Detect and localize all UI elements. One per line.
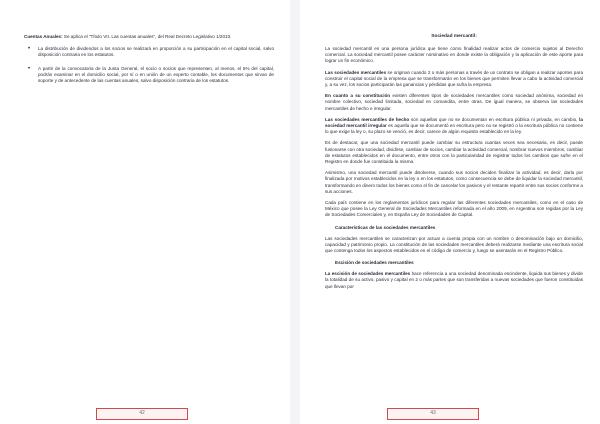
page-number: 43: [430, 410, 436, 416]
cuentas-anuales-label: Cuentas Anuales:: [24, 34, 63, 39]
bullet-icon: •: [28, 46, 31, 53]
paragraph-text: existen diferentes tipos de sociedades mercantiles como sociedad anónima, sociedad en nombre colectivo, sociedad limitada, sociedad en comandita, entre otras. De igual manera, se observa las sociedades mercantiles de hecho e irregular.: [325, 93, 583, 111]
bold-lead: Las sociedades mercantiles de hecho: [325, 116, 410, 122]
bold-inline: la sociedad mercantil irregular: [325, 116, 583, 129]
paragraph: La sociedad mercantil es una persona jurídica que tiene como finalidad realizar actos de comercio sujetos al Derecho comercial. La sociedad mercantil posee carácter nominativo en donde existe la obligación y la aplicación de este aporte para lograr un fin económico.: [325, 46, 583, 64]
paragraph: [325, 70, 583, 89]
paragraph: Cada país contiene en los reglamentos jurídicos para regular las diferentes sociedades mercantiles, como en el caso de México que posee la Ley General de Sociedades Mercantiles reformada en el año 2009, en Argentina son regidas por la Ley de Sociedades Comerciales y, en España Ley de Sociedades de Capital.: [325, 200, 583, 218]
bullet-text: La distribución de dividendos a los socios se realizará en proporción a su participación en el capital social, salvo disposición contraria en los estatutos.: [38, 46, 274, 58]
paragraph-text: se originan cuando 2 o más personas a través de un contrato se obligan a realizar aportes para construir el capital social de la empresa que se transformarán en los bienes que permiten llevar a cabo la actividad comercial y, a su vez, los socios participarán las ganancias y pérdidas que sufra la empresa.: [325, 69, 584, 88]
paragraph-text: hace referencia a una sociedad denominada escindente, liquida sus bienes y divide la totalidad de su activo, pasivo y capital en 2 o más partes que son transferidas a nuevas sociedades que fueron constituidas que llevan por: [325, 271, 583, 289]
paragraph-text: es aquella que se documentó en escritura pero no se registró o la escritura pública no contiene lo que exige la ley o, su plazo se venció, es decir, carece de algún requisito establecido en la ley.: [325, 123, 583, 135]
page-number-box: [96, 408, 188, 420]
right-page: [300, 0, 600, 424]
paragraph: Asimismo, una sociedad mercantil puede disolverse, cuando sus socios deciden finalizar la actividad, es decir, darla por finalizada por motivos establecidos en la ley o en los estatutos, como consecuencia se debe de liquidar la sociedad mercantil, transformando en dinero todos los bienes como el fin de cancelar los pasivos y el restante repartir entre sus socios conforme a sus acciones.: [325, 170, 583, 194]
cuentas-anuales-paragraph: [24, 34, 274, 40]
section-heading: Características de las sociedades mercantiles: [335, 224, 436, 230]
list-item: [28, 65, 274, 85]
page-number: 42: [139, 410, 145, 416]
cuentas-anuales-text: Se aplica el “Título VII. Las cuentas anuales”, del Real Decreto Legislativo 1/2010.: [62, 34, 232, 39]
paragraph: Las sociedades mercantiles se caracterizan por actuar a cuenta propia con un nombre o denominación bajo un domicilio, capacidad y patrimonio propio. La constitución de las sociedades mercantiles deberá realizarse mediante una escritura social que contenga todos los aspectos establecidos en el código de comercio y, luego se asentarán en el Registro Público.: [325, 235, 583, 254]
paragraph: Es de destacar, que una sociedad mercantil puede cambiar su estructura cuantas veces sea necesaria, es decir, puede fusionarse con otra sociedad, dividirse, cambiar de socios, cambiar la actividad comercial, nombrar nuevos miembros, cambiar de estatutos establecidos en el documento, entre otros con la particularidad de registrar todos los cambios que sufre en el Registro en donde fue constituida la misma.: [325, 140, 583, 165]
left-page: [0, 0, 290, 424]
bullet-text: A partir de la convocatoria de la Junta General, el socio o socios que representen, al menos, el 5% del capital, podrán examinar en el domicilio social, por sí o en unión de un experto contable, los documentos que sirvan de soporte y de antecedente de las cuentas anuales, salvo disposición contraria de los estatutos.: [38, 65, 274, 84]
section-heading: Escisión de sociedades mercantiles: [335, 260, 414, 266]
paragraph: [325, 93, 583, 112]
right-page-content: [325, 34, 583, 295]
paragraph-text: son aquellas que no se documentan en escritura pública ni privada, en cambio,: [409, 116, 580, 122]
bullet-list: [24, 46, 274, 84]
page-number-box: [387, 408, 479, 420]
bold-lead: En cuanto a su constitución: [325, 93, 391, 99]
page-gutter: [290, 0, 300, 424]
bullet-icon: •: [28, 65, 31, 72]
page-title: Sociedad mercantil:: [431, 34, 477, 39]
bold-lead: Las sociedades mercantiles: [325, 69, 387, 75]
left-page-content: [24, 34, 274, 91]
paragraph: [325, 117, 583, 136]
bold-lead: La escisión de sociedades mercantiles: [325, 271, 411, 277]
list-item: [28, 46, 274, 58]
paragraph: [325, 271, 583, 290]
